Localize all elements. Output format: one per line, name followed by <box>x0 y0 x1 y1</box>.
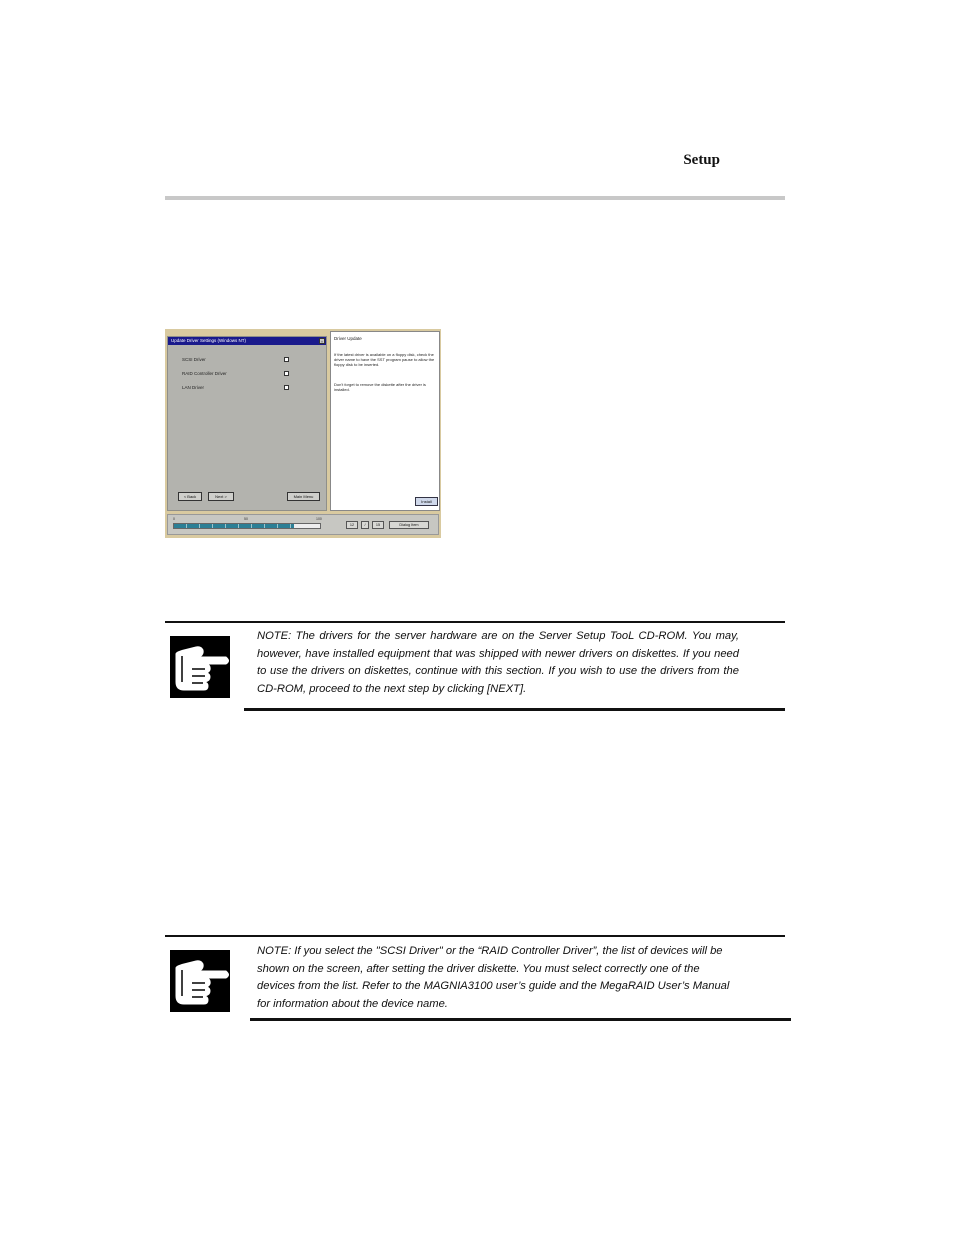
progress-scale-label: 50 <box>244 517 248 521</box>
option-lan-driver: LAN Driver <box>182 385 205 390</box>
page-total-button[interactable]: 15 <box>372 521 384 529</box>
close-icon[interactable]: × <box>320 339 324 344</box>
lan-driver-checkbox[interactable] <box>284 385 289 390</box>
back-button[interactable]: < Back <box>178 492 202 501</box>
page-separator: / <box>361 521 369 529</box>
help-title: Driver Update <box>334 336 362 341</box>
dialog-item-button[interactable]: Dialog Item <box>389 521 429 529</box>
page-number-button[interactable]: 12 <box>346 521 358 529</box>
section-label: Setup <box>683 152 720 168</box>
progress-bar <box>173 523 321 529</box>
install-button[interactable]: Install <box>415 497 438 506</box>
main-menu-button[interactable]: Main Menu <box>287 492 320 501</box>
progress-scale-label: 100 <box>316 517 322 521</box>
option-raid-controller-driver: RAID Controller Driver <box>182 371 227 376</box>
progress-scale-label: 0 <box>173 517 175 521</box>
pointing-hand-icon <box>170 636 230 698</box>
help-panel <box>330 331 440 511</box>
raid-driver-checkbox[interactable] <box>284 371 289 376</box>
scsi-driver-checkbox[interactable] <box>284 357 289 362</box>
header-rule <box>165 196 785 200</box>
status-bar <box>167 514 439 535</box>
note-bottom-rule <box>250 1018 791 1021</box>
option-scsi-driver: SCSI Driver <box>182 357 206 362</box>
note-text: NOTE: If you select the "SCSI Driver" or the “RAID Controller Driver”, the list of devices will be shown on the screen, after setting the driver diskette. You must select correctly one of the devices from the list. Refer to the MAGNIA3100 user’s guide and the MegaRAID User’s Manual for information about the device name. <box>257 945 730 1010</box>
progress-fill <box>174 524 294 528</box>
pointing-hand-icon <box>170 950 230 1012</box>
next-button[interactable]: Next > <box>208 492 234 501</box>
update-driver-dialog <box>167 336 327 511</box>
note-bottom-rule <box>244 708 785 711</box>
note-top-rule <box>165 621 785 623</box>
help-paragraph: If the latest driver is available on a floppy disk, check the driver name to have the SST program pause to allow the floppy disk to be inserted. <box>334 352 435 367</box>
note-text: NOTE: The drivers for the server hardware are on the Server Setup TooL CD-ROM. You may, however, have installed equipment that was shipped with newer drivers on diskettes. If you need to use the drivers on diskettes, continue with this section. If you wish to use the drivers from the CD-ROM, proceed to the next step by clicking [NEXT]. <box>257 630 739 695</box>
dialog-title: Update Driver Settings (Windows NT) <box>168 337 326 345</box>
note-top-rule <box>165 935 785 937</box>
help-paragraph: Don't forget to remove the diskette after the driver is installed. <box>334 382 426 392</box>
